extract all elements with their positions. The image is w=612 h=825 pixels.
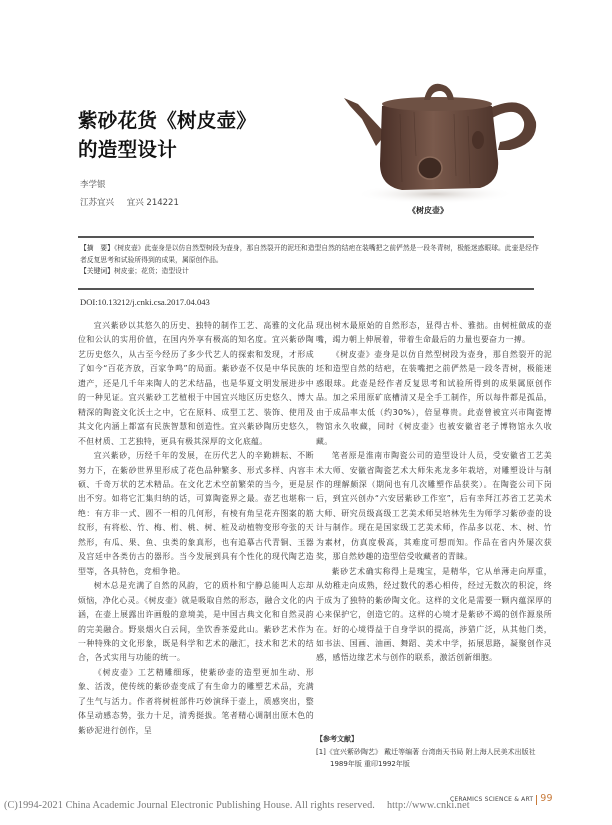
abstract-bottom-rule [78, 288, 534, 290]
journal-name: CERAMICS SCIENCE & ART [450, 796, 534, 803]
abstract-text: 《树皮壶》此壶身是以仿自然型树段为壶身，那自然裂开的泥坯和造型自然的结疤在装嘴把之前俨然是一段冬青树，极能迷惑眼球。此壶是经作者反复思考和试验所得到的成果，属原创作品。 [80, 244, 539, 264]
title-line-2: 的造型设计 [78, 138, 178, 161]
paragraph: 《树皮壶》工艺精雕细琢，使紫砂壶的造型更加生动、形象、活泼，使传统的紫砂壶变成了有生命力的雕塑艺术品，充满了生气与活力。作者将树桩部件巧妙演绎于壶上，质感突出，整体呈动感态势，张力十足，清秀挺拔。笔者精心调制出原木色的紫砂泥进行创作，呈 [78, 667, 314, 735]
title-line-1: 紫砂花货《树皮壶》 [78, 109, 257, 132]
keywords [80, 266, 540, 278]
affiliation-postcode: 宜兴 214221 [126, 198, 179, 208]
body-column-left [78, 319, 314, 738]
paragraph: 现出树木最原始的自然形态，显得古朴、雅拙。由树桩做成的壶嘴，竭力朝上伸展着，带着生命最后的力量也要奋力一搏。 [316, 321, 552, 345]
paragraph: 宜兴紫砂，历经千年的发展，在历代艺人的辛勤耕耘、不断努力下，在紫砂世界里形成了花色品种繁多、形式多样、内容丰硕、千奇万状的艺术精品。在文化艺术空前繁荣的当今，更是层出不穷。如将它汇集归纳的话，可算陶瓷界之最。壶艺也堪称一绝：有方非一式、圆不一相的几何形，有棱有角呈花卉图案的筋纹形，有将松、竹、梅、桁、桃、树、桩及动植物变形夸张的天然形，有瓜、果、鱼、虫类的象真形，也有追摹古代青铜、玉器及宫廷中各类仿古的器形。当今发展到具有个性化的现代陶艺造型等，各具特色，竞相争艳。 [78, 451, 314, 576]
paragraph: 树木总是充满了自然的风韵，它的质朴和宁静总能叫人忘却烦恼，净化心灵。《树皮壶》就是吸取自然的形态，融合文化的内涵，在壶上展露出许画般的意境美，是中国古典文化和自然灵韵的完美融合。野泉烟火白云间，坐饮香茶爱此山。紫砂艺术作为一种特殊的文化形象，既是科学和艺术的融汇，技术和艺术的结合，各式实用与功能的统一。 [78, 581, 314, 663]
abstract-label: 【摘 要】 [80, 244, 114, 252]
abstract-block [80, 243, 540, 278]
keywords-label: 【关键词】 [80, 267, 114, 275]
reference-item: [1]《宜兴紫砂陶艺》 戴迁等编著 台湾南天书局 附上海人民美术出版社 1989年版 重印1992年版 [316, 747, 536, 768]
paragraph: 紫砂艺术确实称得上是瑰宝，是精华，它从单薄走向厚重，从幼稚走向成熟，经过数代的悉心相传，经过无数次的积淀，终于成为了独特的紫砂陶文化。这样的文化是需要一颗内蕴深厚的心来保护它，创造它的。这样的心境才是紫砂不竭的创作源泉所在。好的心境得益于自身学识的提高，涉猎广泛，从其他门类，如书法、国画、油画、舞蹈、美术中学，拓展思路，凝聚创作灵感，感悟边缘艺术与创作的联系，激活创新细胞。 [316, 566, 552, 663]
affiliation-place: 江苏宜兴 [80, 198, 115, 208]
abstract-top-rule [78, 236, 534, 238]
article-title [78, 106, 256, 164]
references-title: 【参考文献】 [316, 735, 358, 743]
teapot-lid [382, 97, 492, 111]
abstract [80, 243, 540, 266]
paragraph: 《树皮壶》壶身是以仿自然型树段为壶身，那自然裂开的泥坯和造型自然的结疤，在装嘴把之前俨然是一段冬青树，极能迷惑眼球。此壶是经作者反复思考和试验所得到的成果属原创作品。加之采用原矿底槽清又是全手工制作，所以每件都是孤品，由于成品率太低（约30%），倍显尊贵。此壶曾被宜兴市陶瓷博物馆永久收藏，同时《树皮壶》也被安徽省老子博物馆永久收藏。 [316, 349, 552, 446]
cnki-url[interactable]: http://www.cnki.net [386, 800, 470, 811]
author-affiliation [80, 196, 189, 208]
figure-caption: 《树皮壶》 [408, 206, 448, 215]
copyright-line [4, 800, 470, 811]
body-column-right [316, 319, 552, 666]
teapot-handle [490, 102, 536, 150]
teapot-spout [344, 98, 386, 146]
paragraph: 笔者原是淮南市陶瓷公司的造型设计人员，受安徽省工艺美术大师、安徽省陶瓷艺术大师朱兆龙多年栽培，对雕塑设计与制作的理解颇深（期间也有几次雕塑作品获奖）。在陶瓷公司下岗后，到宜兴创办“六安居紫砂工作室”，后有幸拜江苏省工艺美术大师、研究员级高级工艺美术师吴培林先生为师学习紫砂壶的设计与制作。现在是国家级工艺美术师，作品多以花、木、树、竹为素材，仿真度极高，其难度可想而知。作品在省内外屡次获奖，那自然妙趣的造型倍受收藏者的青睐。 [316, 451, 552, 562]
page-number: 99 [540, 793, 553, 804]
bark-knot [418, 157, 442, 179]
teapot-figure [330, 64, 560, 214]
references [316, 733, 552, 771]
keywords-text: 树皮壶；花货；造型设计 [113, 267, 189, 275]
doi[interactable]: DOI:10.13212/j.cnki.csa.2017.04.043 [80, 297, 210, 307]
copyright-text: (C)1994-2021 China Academic Journal Electronic Publishing House. All rights reserved. [4, 800, 375, 811]
author-name: 李学银 [80, 180, 106, 190]
footer-divider [536, 795, 537, 805]
paragraph: 宜兴紫砂以其悠久的历史、独特的制作工艺、高雅的文化品位和公认的实用价值，在国内外享有极高的知名度。宜兴紫砂陶艺历史悠久，从古至今经历了多少代艺人的探索和发现，才形成了如今“百花齐放，百家争鸣”的局面。紫砂壶不仅是中华民族的遗产，还是几千年来陶人的艺术结晶，也是华夏文明发展进步中的一种见证。宜兴紫砂工艺植根于中国宜兴地区历史悠久、博大精深的陶瓷文化沃土之中，它在原料、成型工艺、装饰、使用及其文化内涵上都富有民族智慧和创造性。宜兴紫砂陶历史悠久，不但材质、工艺独特，更具有极其深厚的文化底蕴。 [78, 321, 314, 446]
bark-knot-small [472, 131, 484, 149]
